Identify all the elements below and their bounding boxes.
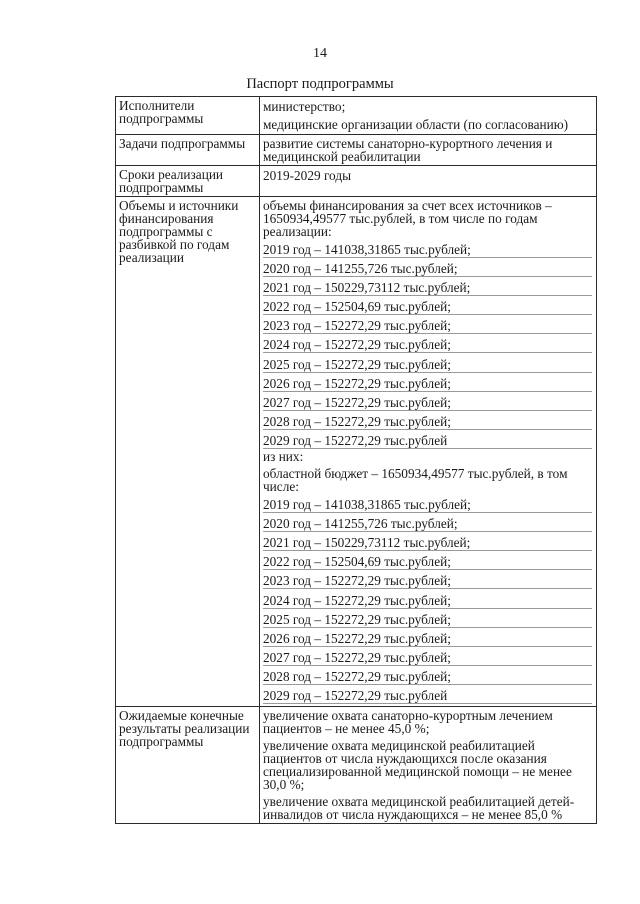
funding-year-line: 2027 год – 152272,29 тыс.рублей; (263, 650, 592, 666)
funding-year-line: 2019 год – 141038,31865 тыс.рублей; (263, 242, 592, 258)
result-item: увеличение охвата медицинской реабилитацией пациентов от числа нуждающихся после оказания специализированной медицинской помощи – не менее 30,0 %; (263, 737, 572, 792)
funding-year-line: 2026 год – 152272,29 тыс.рублей; (263, 631, 592, 647)
regional-budget-intro: областной бюджет – 1650934,49577 тыс.рублей, в том числе: (263, 466, 568, 495)
funding-year-line: 2021 год – 150229,73112 тыс.рублей; (263, 535, 592, 551)
funding-year-line: 2025 год – 152272,29 тыс.рублей; (263, 612, 592, 628)
funding-year-line: 2029 год – 152272,29 тыс.рублей (263, 688, 592, 704)
funding-year-line: 2020 год – 141255,726 тыс.рублей; (263, 261, 592, 277)
funding-intro: объемы финансирования за счет всех источников – 1650934,49577 тыс.рублей, в том числе по годам реализации: (263, 198, 552, 239)
tasks-value: развитие системы санаторно-курортного лечения и медицинской реабилитации (260, 135, 597, 166)
funding-year-line: 2026 год – 152272,29 тыс.рублей; (263, 376, 592, 392)
funding-label: Объемы и источники финансирования подпрограммы с разбивкой по годам реализации (116, 197, 260, 707)
row-funding (116, 197, 597, 707)
funding-year-line: 2027 год – 152272,29 тыс.рублей; (263, 395, 592, 411)
funding-year-line: 2023 год – 152272,29 тыс.рублей; (263, 573, 592, 589)
document-title: Паспорт подпрограммы (246, 76, 394, 92)
tasks-label: Задачи подпрограммы (116, 135, 260, 166)
result-item: увеличение охвата санаторно-курортным лечением пациентов – не менее 45,0 %; (263, 707, 553, 736)
executors-value (260, 97, 597, 135)
funding-year-line: 2025 год – 152272,29 тыс.рублей; (263, 357, 592, 373)
funding-years-all (263, 242, 592, 449)
funding-of-them: из них: (263, 448, 304, 464)
funding-year-line: 2023 год – 152272,29 тыс.рублей; (263, 318, 592, 334)
funding-year-line: 2021 год – 150229,73112 тыс.рублей; (263, 280, 592, 296)
row-tasks (116, 135, 597, 166)
funding-year-line: 2024 год – 152272,29 тыс.рублей; (263, 337, 592, 353)
funding-year-line: 2019 год – 141038,31865 тыс.рублей; (263, 497, 592, 513)
terms-label: Сроки реализации подпрограммы (116, 166, 260, 197)
funding-year-line: 2024 год – 152272,29 тыс.рублей; (263, 593, 592, 609)
funding-year-line: 2028 год – 152272,29 тыс.рублей; (263, 414, 592, 430)
row-executors (116, 97, 597, 135)
funding-year-line: 2029 год – 152272,29 тыс.рублей (263, 433, 592, 449)
result-item: увеличение охвата медицинской реабилитацией детей-инвалидов от числа нуждающихся – не менее 85,0 % (263, 793, 575, 822)
funding-year-line: 2022 год – 152504,69 тыс.рублей; (263, 299, 592, 315)
funding-year-line: 2028 год – 152272,29 тыс.рублей; (263, 669, 592, 685)
executors-label: Исполнители подпрограммы (116, 97, 260, 135)
passport-table (115, 96, 597, 824)
row-results (116, 706, 597, 823)
results-label: Ожидаемые конечные результаты реализации подпрограммы (116, 706, 260, 823)
terms-value: 2019-2029 годы (260, 166, 597, 197)
funding-value (260, 197, 597, 707)
page-number: 14 (313, 46, 327, 61)
row-terms (116, 166, 597, 197)
funding-year-line: 2022 год – 152504,69 тыс.рублей; (263, 554, 592, 570)
executor-item: медицинские организации области (по согласованию) (263, 117, 569, 132)
results-value (260, 706, 597, 823)
executor-item: министерство; (263, 99, 346, 114)
funding-years-regional (263, 497, 592, 704)
funding-year-line: 2020 год – 141255,726 тыс.рублей; (263, 516, 592, 532)
